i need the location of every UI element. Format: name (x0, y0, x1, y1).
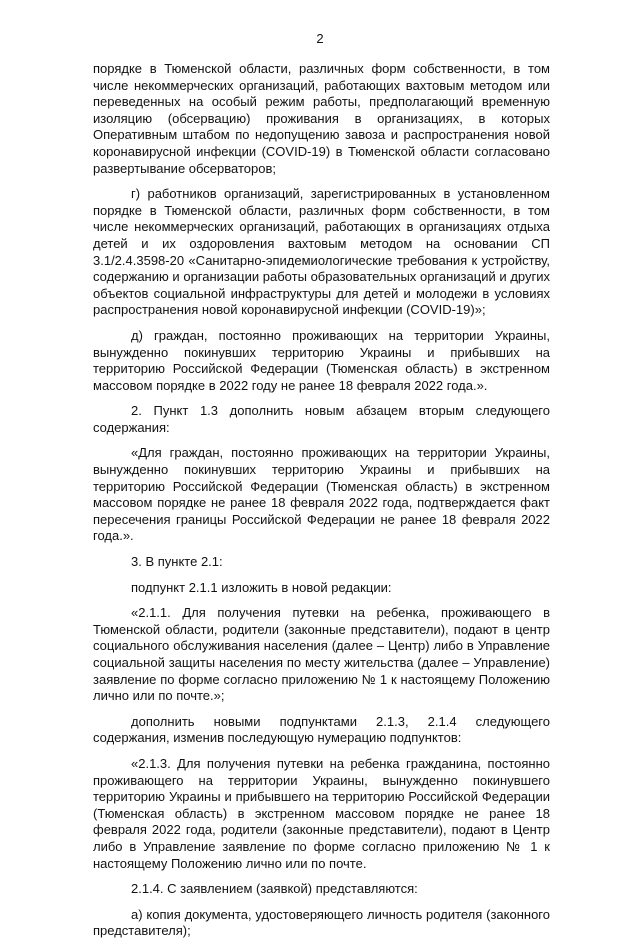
page-number: 2 (316, 31, 324, 46)
paragraph-continuation: порядке в Тюменской области, различных форм собственности, в том числе некоммерческих организаций, работающих вахтовым методом или переведенных на особый режим работы, предполагающий временную изоляцию (обсервацию) проживания в организациях, в которых Оперативным штабом по недопущению завоза и распространения новой коронавирусной инфекции (COVID-19) в Тюменской области согласовано развертывание обсерваторов; (93, 61, 550, 176)
paragraph-point-3: 3. В пункте 2.1: (131, 554, 223, 570)
paragraph-point-2: 2. Пункт 1.3 дополнить новым абзацем вторым следующего содержания: (93, 403, 550, 435)
document-body (93, 61, 550, 949)
paragraph-item-g: г) работников организаций, зарегистрированных в установленном порядке в Тюменской области, различных форм собственности, в том числе некоммерческих организаций, работающих в организациях отдыха детей и их оздоровления вахтовым методом на основании СП 3.1/2.4.3598-20 «Санитарно-эпидемиологические требования к устройству, содержанию и организации работы образовательных организаций и других объектов социальной инфраструктуры для детей и молодежи в условиях распространения новой коронавирусной инфекции (COVID-19)»; (93, 186, 550, 318)
paragraph-subpoint-2-1-1-intro: подпункт 2.1.1 изложить в новой редакции: (131, 579, 392, 595)
paragraph-quote-2-1-3: «2.1.3. Для получения путевки на ребенка гражданина, постоянно проживающего на территории Украины, вынужденно покинувшего территорию Украины и прибывшего на территорию Российской Федерации (Тюменская область) в экстренном массовом порядке не ранее 18 февраля 2022 года, родители (законные представители), подают в Центр либо в Управление заявление по форме согласно приложению № 1 к настоящему Положению лично или по почте. (93, 755, 550, 871)
paragraph-add-subpoints: дополнить новыми подпунктами 2.1.3, 2.1.4 следующего содержания, изменив последующую нумерацию подпунктов: (93, 713, 550, 746)
paragraph-item-a: а) копия документа, удостоверяющего личность родителя (законного представителя); (93, 906, 550, 939)
paragraph-quote-2-1-1: «2.1.1. Для получения путевки на ребенка, проживающего в Тюменской области, родители (законные представители), подают в центр социального обслуживания населения (далее – Центр) либо в Управление социальной защиты населения по месту жительства (далее – Управление) заявление по форме согласно приложению № 1 к настоящему Положению лично или по почте.»; (93, 605, 550, 704)
paragraph-2-1-4: 2.1.4. С заявлением (заявкой) представляются: (131, 881, 418, 897)
paragraph-item-d: д) граждан, постоянно проживающих на территории Украины, вынужденно покинувших территорию Украины и прибывших на территорию Российской Федерации (Тюменская область) в экстренном массовом порядке в 2022 году не ранее 18 февраля 2022 года.». (93, 327, 550, 393)
paragraph-quote-1-3: «Для граждан, постоянно проживающих на территории Украины, вынужденно покинувших территорию Украины и прибывших на территорию Российской Федерации (Тюменская область) в экстренном массовом порядке не ранее 18 февраля 2022 года, подтверждается факт пересечения границы Российской Федерации не ранее 18 февраля 2022 года.». (93, 445, 550, 544)
